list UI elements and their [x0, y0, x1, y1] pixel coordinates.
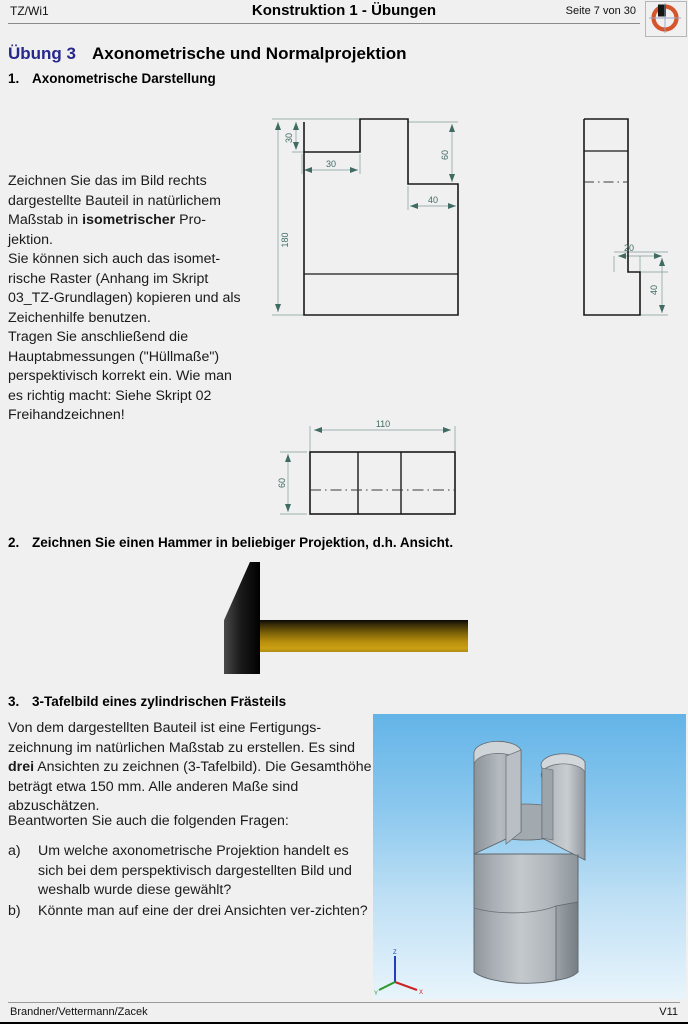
- section-1-heading: [8, 71, 216, 86]
- page-title: [8, 44, 407, 64]
- top-view-outline: [310, 452, 455, 514]
- axis-label-x: X: [419, 990, 424, 996]
- header-divider: [8, 23, 640, 24]
- s1p1-bold: isometrischer: [82, 212, 176, 228]
- question-b-text: Könnte man auf eine der drei Ansichten ver-zichten?: [38, 903, 368, 919]
- header-page-number: Seite 7 von 30: [565, 5, 636, 17]
- side-view-outline: [584, 119, 640, 315]
- question-b-label: b): [8, 903, 21, 919]
- section-1-title: Axonometrische Darstellung: [32, 71, 216, 86]
- dim-label-180: 180: [280, 232, 290, 248]
- dim-label-40-side: 40: [649, 284, 659, 296]
- dim-label-30-horizontal: 30: [325, 159, 337, 169]
- section1-paragraph-3: Tragen Sie anschließend die Hauptabmessungen ("Hüllmaße") perspektivisch korrekt ein. Wie man es richtig macht: Siehe Skript 02 Freihandzeichnen!: [8, 329, 232, 423]
- coordinate-axis-triad: [374, 950, 423, 997]
- hammer-handle: [258, 620, 468, 652]
- dim-label-110: 110: [375, 419, 391, 429]
- question-b: [8, 902, 368, 922]
- section1-paragraph-1: [8, 172, 240, 250]
- s1p1-part-a: Zeichnen Sie das im Bild rechts dargestellte Bauteil in natürlichem Maßstab in: [8, 173, 221, 228]
- section3-paragraph-1: [8, 719, 372, 817]
- page-header: [0, 0, 688, 24]
- top-view-dim-lines: [280, 426, 455, 514]
- footer-version: V11: [659, 1006, 678, 1018]
- section-2-number: 2.: [8, 535, 20, 550]
- axis-label-z: Z: [393, 950, 397, 956]
- front-view-outline: [304, 119, 458, 315]
- question-a-text: Um welche axonometrische Projektion handelt es sich bei dem perspektivisch dargestellten Bild und weshalb wurde diese gewählt?: [38, 843, 352, 898]
- part-flat-face: [556, 902, 578, 980]
- exercise-number: Übung 3: [8, 44, 76, 63]
- part-prong-right-inner: [542, 768, 553, 840]
- question-a: [8, 842, 368, 901]
- question-a-label: a): [8, 843, 21, 859]
- dim-label-60-vertical: 60: [440, 149, 450, 161]
- section-3-heading: [8, 694, 286, 709]
- side-view-dim-arrows: [618, 253, 665, 313]
- dim-label-20: 20: [623, 243, 635, 253]
- cylindrical-part-3d-render: [373, 714, 686, 999]
- section3-paragraph-2: Beantworten Sie auch die folgenden Fragen:: [8, 813, 289, 829]
- section-2-heading: [8, 535, 453, 550]
- footer-authors: Brandner/Vettermann/Zacek: [10, 1006, 148, 1018]
- tu-logo-icon: [646, 2, 684, 34]
- section-3-number: 3.: [8, 694, 20, 709]
- section1-paragraph-2: Sie können sich auch das isomet-rische Raster (Anhang im Skript 03_TZ-Grundlagen) kopieren und als Zeichenhilfe benutzen.: [8, 251, 241, 326]
- dim-label-40-horizontal: 40: [427, 195, 439, 205]
- top-view: [255, 412, 495, 522]
- header-title: Konstruktion 1 - Übungen: [251, 2, 437, 19]
- front-view: [262, 100, 502, 330]
- section-1-number: 1.: [8, 71, 20, 86]
- section-2-title: Zeichnen Sie einen Hammer in beliebiger Projektion, d.h. Ansicht.: [32, 535, 454, 550]
- s1p1-part-b: Pro-jektion.: [8, 212, 206, 248]
- section-3-title: 3-Tafelbild eines zylindrischen Frästeils: [32, 694, 287, 709]
- dim-label-30-vertical: 30: [284, 132, 294, 144]
- dim-label-60-top: 60: [277, 477, 287, 489]
- tu-logo: [645, 1, 687, 37]
- front-view-dim-lines: [272, 119, 458, 315]
- front-view-dim-arrows: [275, 122, 456, 312]
- s3p1-bold: drei: [8, 759, 35, 775]
- side-view: [570, 100, 688, 330]
- footer-divider: [8, 1002, 680, 1003]
- part-prong-left-inner: [506, 750, 521, 844]
- hammer-illustration: [224, 562, 474, 677]
- exercise-title: Axonometrische und Normalprojektion: [92, 44, 407, 63]
- part-3d-geometry: [373, 714, 686, 999]
- hammer-head: [224, 562, 260, 674]
- axis-label-y: Y: [374, 991, 379, 997]
- header-course-code: TZ/Wi1: [10, 4, 49, 18]
- s3p1-part-a: Von dem dargestellten Bauteil ist eine Fertigungs-zeichnung im natürlichen Maßstab zu erstellen. Es sind: [8, 720, 355, 756]
- s3p1-part-b: Ansichten zu zeichnen (3-Tafelbild). Die Gesamthöhe beträgt etwa 150 mm. Alle anderen Maße sind abzuschätzen.: [8, 759, 372, 814]
